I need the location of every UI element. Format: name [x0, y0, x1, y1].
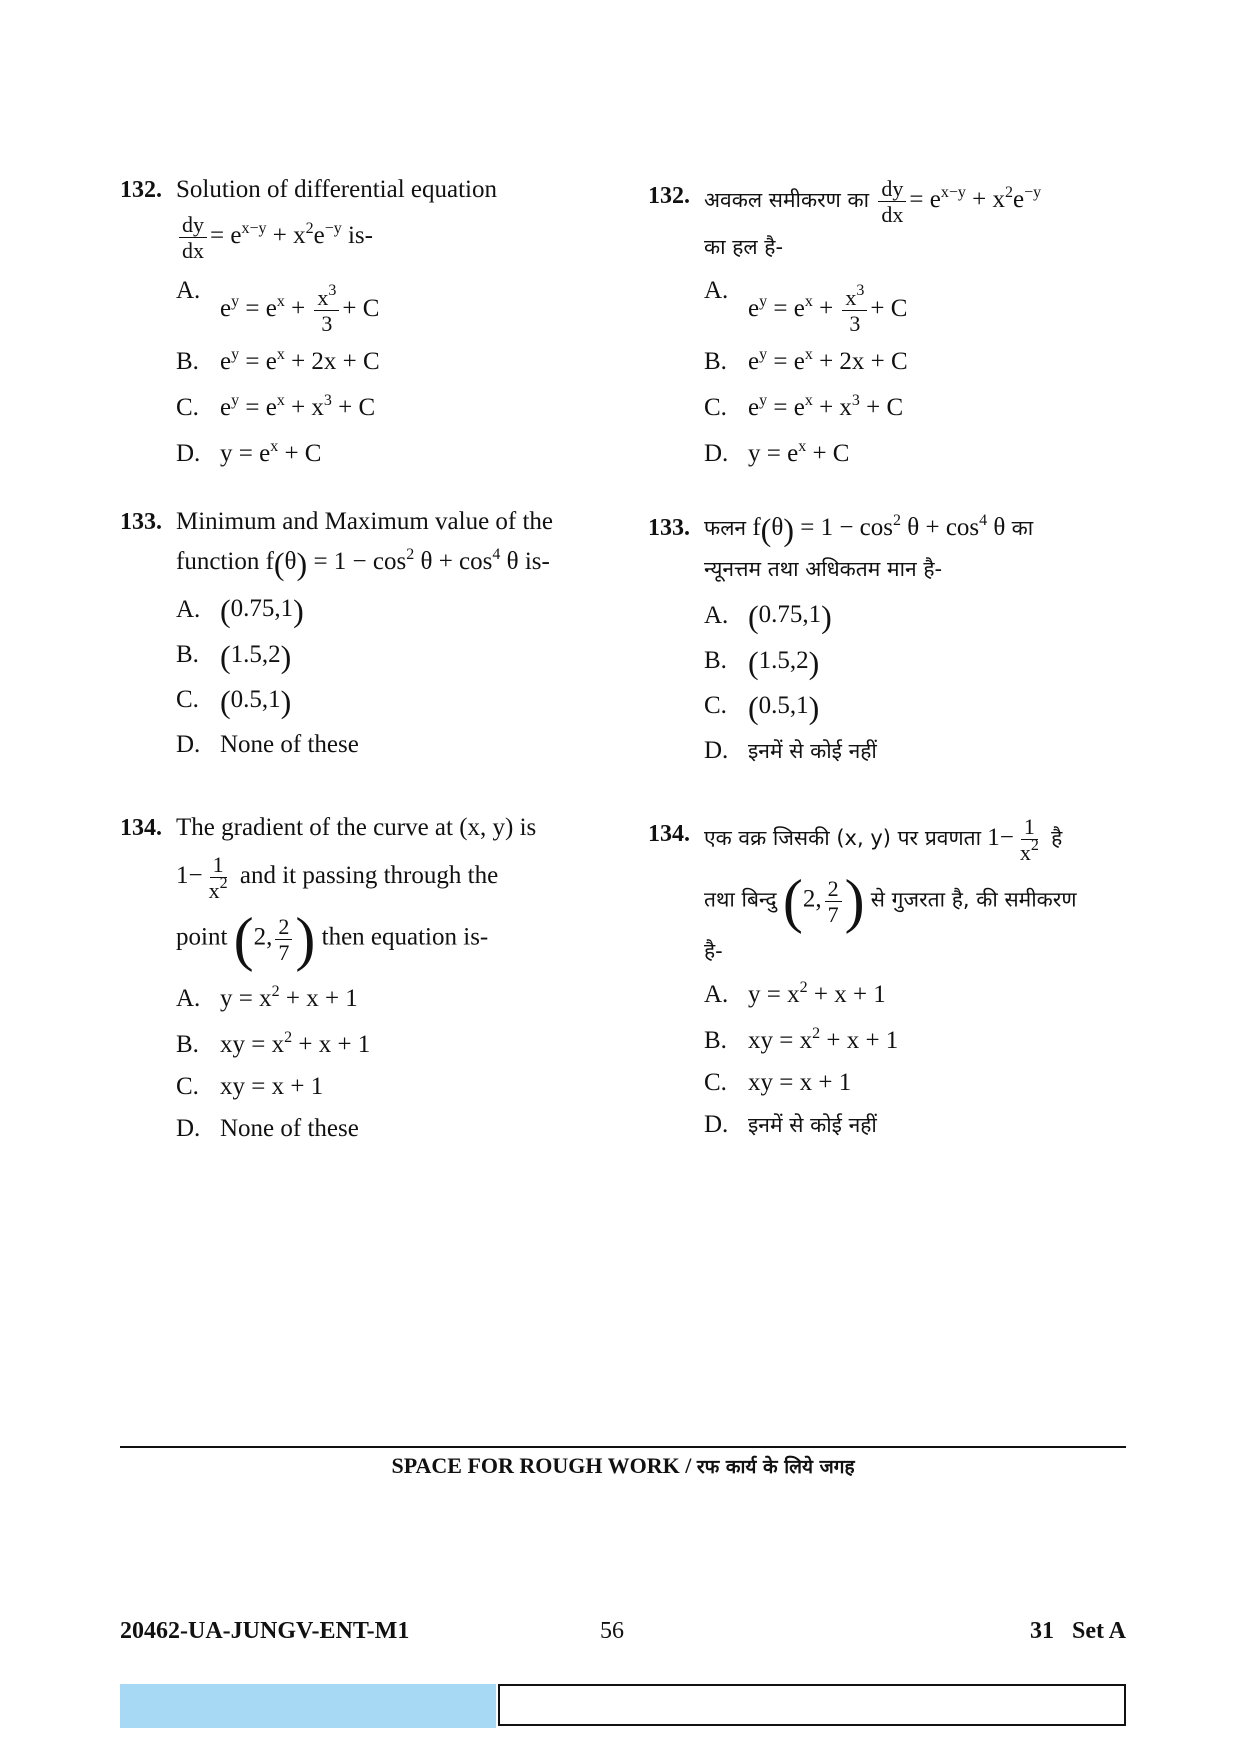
question-133-en	[120, 502, 590, 802]
option-d[interactable]: D. None of these	[176, 1115, 359, 1142]
option-a[interactable]: A. $y = x^2 + x + 1$	[704, 979, 886, 1008]
option-a[interactable]: A. (0.75,1)	[704, 598, 832, 635]
fraction: $\frac{1}{x^2}$	[208, 852, 228, 903]
question-number: 133.	[648, 515, 690, 541]
option-d[interactable]: D. इनमें से कोई नहीं	[704, 1111, 877, 1138]
fraction: $\frac{2}{7}$	[275, 914, 292, 965]
question-number: 132.	[648, 183, 690, 209]
question-number: 134.	[648, 821, 690, 847]
option-b[interactable]: B. $e^y = e^x + 2x + C$	[176, 346, 380, 375]
option-b[interactable]: B. xy = $x^2 + x + 1$	[704, 1025, 899, 1054]
question-number: 132.	[120, 177, 162, 203]
footer-box	[498, 1684, 1126, 1726]
question-text: Solution of differential equation $\frac{dy}{dx}$ = $e^{x-y} + x^2e^{-y}$ is-	[176, 170, 590, 263]
option-b[interactable]: B. $e^y = e^x + 2x + C$	[704, 346, 908, 375]
divider	[120, 1446, 1126, 1448]
option-a[interactable]: A. (0.75,1)	[176, 592, 304, 629]
question-text: Minimum and Maximum value of the function $f(\theta) = 1 - \cos^2 \theta + \cos^4 \theta$ is-	[176, 508, 554, 582]
fraction: $\frac{dy}{dx}$	[179, 212, 207, 263]
fraction: $\frac{dy}{dx}$	[878, 176, 906, 227]
option-d[interactable]: D. इनमें से कोई नहीं	[704, 737, 877, 765]
question-134-hi	[648, 814, 1118, 1145]
option-b[interactable]: B. (1.5,2)	[704, 643, 820, 680]
option-c[interactable]: C. xy = x + 1	[704, 1069, 852, 1096]
fraction: $\frac{1}{x^2}$	[1019, 814, 1039, 865]
english-column	[120, 170, 590, 1149]
option-a[interactable]: A. $e^y = e^x$ + $\frac{x^3}{3}$ + C	[176, 277, 380, 336]
rough-work-heading: SPACE FOR ROUGH WORK / रफ कार्य के लिये जगह	[391, 1453, 855, 1478]
question-text: फलन $f(\theta) = 1 - \cos^2 \theta + \cos^4 \theta$ का न्यूनत्तम तथा अधिकतम मान है-	[704, 511, 1034, 582]
question-text: अवकल समीकरण का $\frac{dy}{dx}$ = $e^{x-y} + x^2e^{-y}$ का हल है-	[704, 176, 1042, 259]
question-text: एक वक्र जिसकी (x, y) पर प्रवणता 1− $\frac{1}{x^2}$ है तथा बिन्दु (2, $\frac{2}{7}$ ) से गुजरता है, की समीकरण है-	[704, 814, 1077, 963]
page-number: 56	[600, 1618, 624, 1644]
question-133-hi	[648, 508, 1118, 808]
hindi-column	[648, 170, 1118, 1145]
set-label: 31 Set A	[1030, 1618, 1126, 1644]
question-132-en	[120, 170, 590, 492]
question-number: 133.	[120, 509, 162, 535]
option-a[interactable]: A. $e^y = e^x$ + $\frac{x^3}{3}$ + C	[704, 277, 908, 336]
option-c[interactable]: C. $e^y = e^x + x^3 + C$	[176, 392, 376, 421]
option-b[interactable]: B. xy = $x^2 + x + 1$	[176, 1029, 371, 1058]
question-132-hi	[648, 176, 1118, 498]
question-134-en	[120, 808, 590, 1149]
option-d[interactable]: D. $y = e^x + C$	[704, 438, 850, 467]
option-c[interactable]: C. (0.5,1)	[704, 689, 820, 726]
option-d[interactable]: D. $y = e^x + C$	[176, 438, 322, 467]
option-c[interactable]: C. (0.5,1)	[176, 683, 292, 720]
question-text: The gradient of the curve at (x, y) is 1− $\frac{1}{x^2}$ and it passing through the point (2, $\frac{2}{7}$ ) then equation is-	[176, 814, 537, 972]
option-b[interactable]: B. (1.5,2)	[176, 637, 292, 674]
option-c[interactable]: C. $e^y = e^x + x^3 + C$	[704, 392, 904, 421]
equation: $\frac{dy}{dx}$ = $e^{x-y} + x^2e^{-y}$ is-	[176, 212, 590, 263]
fraction: $\frac{x^3}{3}$	[842, 285, 867, 336]
paper-code: 20462-UA-JUNGV-ENT-M1	[120, 1618, 410, 1644]
question-number: 134.	[120, 815, 162, 841]
fraction: $\frac{2}{7}$	[825, 876, 842, 927]
option-a[interactable]: A. $y = x^2 + x + 1$	[176, 983, 358, 1012]
option-c[interactable]: C. xy = x + 1	[176, 1073, 324, 1100]
fraction: $\frac{x^3}{3}$	[314, 285, 339, 336]
option-d[interactable]: D. None of these	[176, 731, 359, 759]
footer-color-band	[120, 1684, 496, 1728]
